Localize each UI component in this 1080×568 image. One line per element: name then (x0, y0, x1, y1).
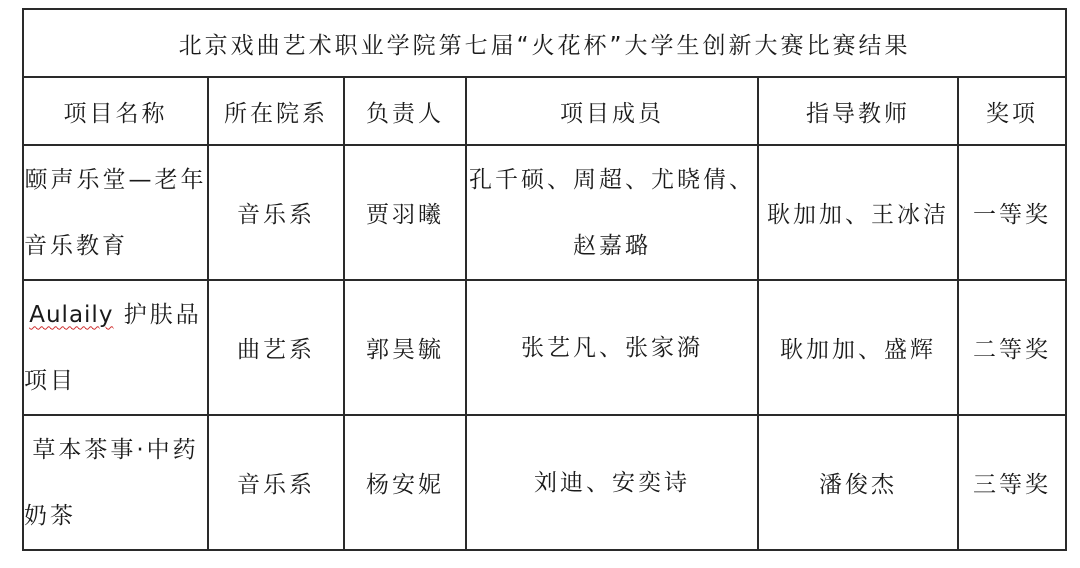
advisors-cell: 耿加加、盛辉 (758, 280, 958, 415)
project-name-cell: 草本茶事·中药奶茶 (23, 415, 208, 550)
leader-cell: 贾羽曦 (344, 145, 466, 280)
members-cell: 孔千硕、周超、尤晓倩、赵嘉璐 (466, 145, 758, 280)
award-cell: 二等奖 (958, 280, 1066, 415)
header-leader: 负责人 (344, 77, 466, 145)
advisors-cell: 潘俊杰 (758, 415, 958, 550)
members-cell: 张艺凡、张家漪 (466, 280, 758, 415)
project-name-cell (23, 280, 208, 415)
advisors-cell: 耿加加、王冰洁 (758, 145, 958, 280)
header-award: 奖项 (958, 77, 1066, 145)
header-members: 项目成员 (466, 77, 758, 145)
results-table (22, 8, 1067, 551)
department-cell: 音乐系 (208, 145, 344, 280)
department-cell: 曲艺系 (208, 280, 344, 415)
header-advisors: 指导教师 (758, 77, 958, 145)
project-name-cell: 颐声乐堂—老年音乐教育 (23, 145, 208, 280)
leader-cell: 杨安妮 (344, 415, 466, 550)
header-project-name: 项目名称 (23, 77, 208, 145)
table-row (23, 280, 1066, 415)
award-cell: 一等奖 (958, 145, 1066, 280)
header-row (23, 77, 1066, 145)
results-document (22, 8, 1065, 554)
title-row (23, 9, 1066, 77)
spellcheck-underlined-word: Aulaily (29, 301, 114, 328)
project-name-rest: 护肤品项目 (24, 301, 202, 394)
leader-cell: 郭昊毓 (344, 280, 466, 415)
header-department: 所在院系 (208, 77, 344, 145)
award-cell: 三等奖 (958, 415, 1066, 550)
department-cell: 音乐系 (208, 415, 344, 550)
members-cell: 刘迪、安奕诗 (466, 415, 758, 550)
table-row (23, 415, 1066, 550)
table-title: 北京戏曲艺术职业学院第七届“火花杯”大学生创新大赛比赛结果 (23, 9, 1066, 77)
table-row (23, 145, 1066, 280)
